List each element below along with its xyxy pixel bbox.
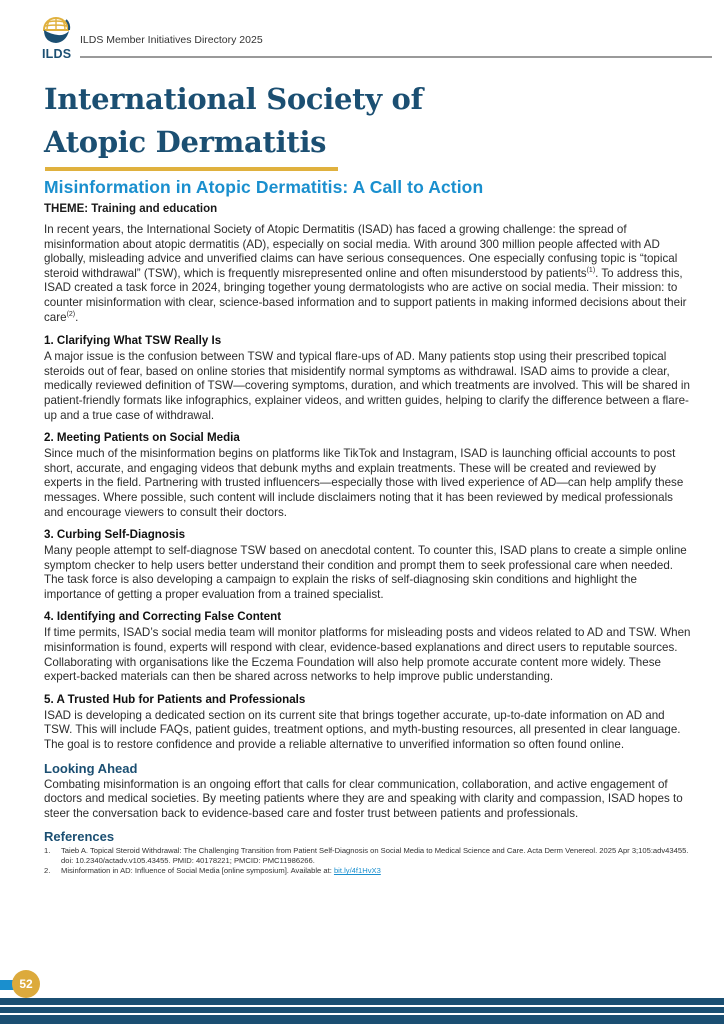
section-title: 4. Identifying and Correcting False Content bbox=[44, 610, 282, 624]
footer-stripe bbox=[0, 1015, 724, 1024]
reference-number: 2. bbox=[44, 866, 51, 876]
reference-number: 1. bbox=[44, 846, 51, 856]
page-title bbox=[44, 78, 644, 164]
reference-text: Misinformation in AD: Influence of Social Media [online symposium]. Available at: bbox=[61, 866, 334, 876]
ilds-logo bbox=[36, 14, 76, 62]
header-divider bbox=[80, 56, 712, 58]
section-title: 3. Curbing Self-Diagnosis bbox=[44, 528, 186, 542]
title-line-2: Atopic Dermatitis bbox=[44, 125, 327, 159]
directory-title: ILDS Member Initiatives Directory 2025 bbox=[80, 34, 263, 46]
section-title: 2. Meeting Patients on Social Media bbox=[44, 431, 240, 445]
intro-text-c: . bbox=[75, 310, 79, 324]
theme-label: THEME: Training and education bbox=[44, 203, 218, 215]
logo-text: ILDS bbox=[42, 47, 72, 61]
intro-text-a: In recent years, the International Society of Atopic Dermatitis (ISAD) has faced a growing challenge: the spread of misinformation about atopic dermatitis (AD), especially on social media. With around 300 million people affected with AD globally, misleading advice and unverified claims can have serious consequences. One especially confusing topic is “topical steroid withdrawal” (TSW), which is frequently misrepresented online and often misunderstood by patients bbox=[44, 223, 678, 280]
reference-link[interactable]: bit.ly/4f1HvX3 bbox=[333, 866, 381, 876]
section-body: Many people attempt to self-diagnose TSW based on anecdotal content. To counter this, ISAD plans to create a simple online symptom checker to help users better understand their condition and prompt them to seek professional care when needed. The task force is also developing a campaign to explain the risks of self-diagnosing skin conditions and highlight the importance of getting a proper evaluation from a trained specialist. bbox=[44, 544, 687, 601]
references-list bbox=[44, 846, 694, 876]
title-underline bbox=[45, 167, 338, 171]
section-body: A major issue is the confusion between TSW and typical flare-ups of AD. Many patients stop using their prescribed topical steroids out of fear, based on online stories that misidentify normal symptoms as withdrawal. ISAD aims to provide a clear, medically reviewed definition of TSW—covering symptoms, duration, and which treatments are involved. This will be shared in patient-friendly formats like infographics, explainer videos, and written guides, helping to clarify the difference between a flare-up and a true case of withdrawal. bbox=[44, 350, 690, 422]
page-number-badge: 52 bbox=[12, 970, 40, 998]
section-title: 5. A Trusted Hub for Patients and Professionals bbox=[44, 692, 306, 706]
references-title: References bbox=[44, 829, 115, 845]
section-body: Since much of the misinformation begins on platforms like TikTok and Instagram, ISAD is launching official accounts to post short, accurate, and engaging videos that debunk myths and explain treatments. These will be created and reviewed by experts in the field. Partnering with trusted influencers—especially those with lived experience of AD—can help amplify these messages. Where possible, such content will include disclaimers noting that it has been reviewed by medical professionals and encourage viewers to consult their doctors. bbox=[44, 447, 684, 519]
looking-ahead-title: Looking Ahead bbox=[44, 760, 138, 776]
globe-icon bbox=[36, 14, 76, 48]
article-body bbox=[44, 203, 694, 876]
reference-item bbox=[44, 846, 694, 866]
footer-stripe bbox=[0, 1007, 724, 1013]
section-body: ISAD is developing a dedicated section on its current site that brings together accurate, up-to-date information on AD and TSW. This will include FAQs, patient guides, treatment options, and myth-busting resources, all presented in clear language. The goal is to restore confidence and provide a reliable alternative to unverified information so often found online. bbox=[44, 708, 681, 752]
footer-stripe bbox=[0, 998, 724, 1005]
reference-item bbox=[44, 866, 694, 876]
page-header bbox=[36, 14, 724, 62]
intro-paragraph bbox=[44, 223, 694, 325]
title-line-1: International Society of bbox=[44, 82, 423, 116]
section-title: 1. Clarifying What TSW Really Is bbox=[44, 334, 222, 348]
footer-stripes bbox=[0, 998, 724, 1024]
looking-ahead-body: Combating misinformation is an ongoing effort that calls for clear communication, collaboration, and active engagement of doctors and medical societies. By meeting patients where they are and speaking with clarity and compassion, ISAD hopes to steer the conversation back to evidence-based care and foster trust between patients and professionals. bbox=[44, 777, 683, 820]
citation-2: (2) bbox=[66, 310, 76, 318]
citation-1: (1) bbox=[586, 266, 596, 274]
intro-text-b: . To address this, ISAD created a task force in 2024, bringing together young dermatologists who are active on social media. Their mission: to counter misinformation with clear, science-based information and to support patients in making informed decisions about their care bbox=[44, 266, 687, 324]
article-subtitle: Misinformation in Atopic Dermatitis: A Call to Action bbox=[44, 177, 484, 197]
reference-text: Taieb A. Topical Steroid Withdrawal: The Challenging Transition from Patient Self-Diagnosis on Social Media to Medical Science and Care. Acta Derm Venereol. 2025 Apr 3;105:adv43455. doi: 10.2340/actadv.v105.43455. PMID: 40178221; PMCID: PMC11986266. bbox=[61, 846, 689, 866]
section-body: If time permits, ISAD’s social media team will monitor platforms for misleading posts and videos related to AD and TSW. When misinformation is found, experts will respond with clear, evidence-based explanations and direct users to reputable sources. Collaborating with organisations like the Eczema Foundation will also help promote accurate content more widely. These expert-backed materials can then be shared across networks to help improve public understanding. bbox=[44, 626, 691, 684]
